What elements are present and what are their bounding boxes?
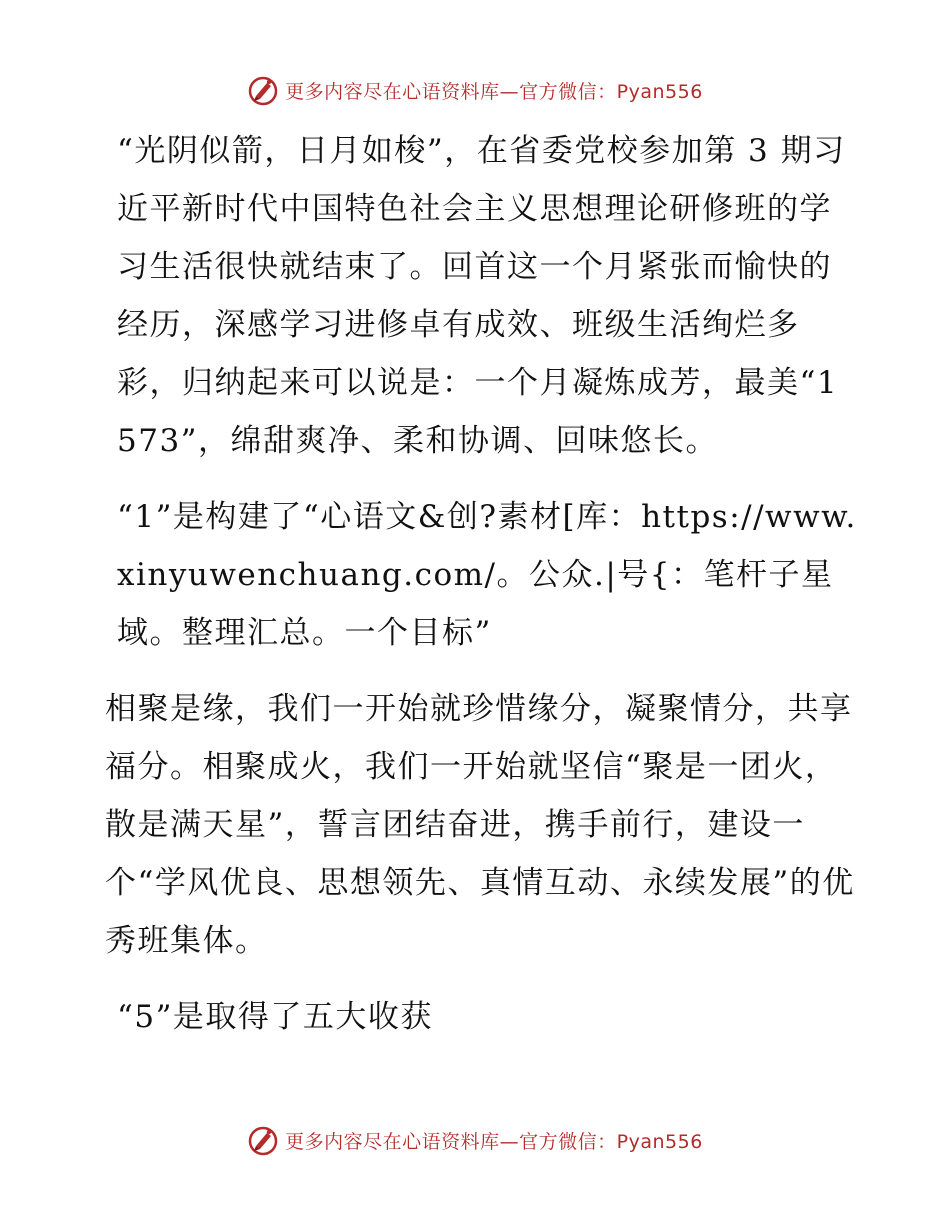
paragraph-4: “5”是取得了五大收获 [117, 999, 433, 1035]
header-watermark [0, 70, 950, 110]
paragraph-3: 相聚是缘，我们一开始就珍惜缘分，凝聚情分，共享福分。相聚成火，我们一开始就坚信“聚是一团火，散是满天星”，誓言团结奋进，携手前行，建设一个“学风优良、思想领先、真情互动、永续发展”的优秀班集体。 [105, 691, 855, 959]
paragraph-2: “1”是构建了“心语文&创?素材[库：https://www.xinyuwenchuang.com/。公众.|号{：笔杆子星域。整理汇总。一个目标” [117, 499, 857, 651]
header-watermark-text: 更多内容尽在心语资料库—官方微信：Pyan556 [285, 80, 703, 103]
pen-logo-icon [247, 74, 279, 106]
document-body [97, 122, 857, 1046]
footer-watermark-text: 更多内容尽在心语资料库—官方微信：Pyan556 [285, 1130, 703, 1153]
pen-logo-icon [247, 1124, 279, 1156]
footer-watermark [0, 1120, 950, 1160]
paragraph-1: “光阴似箭，日月如梭”，在省委党校参加第 3 期习近平新时代中国特色社会主义思想理论研修班的学习生活很快就结束了。回首这一个月紧张而愉快的经历，深感学习进修卓有成效、班级生活绚烂多彩，归纳起来可以说是：一个月凝炼成芳，最美“1573”，绵甜爽净、柔和协调、回味悠长。 [117, 133, 846, 459]
